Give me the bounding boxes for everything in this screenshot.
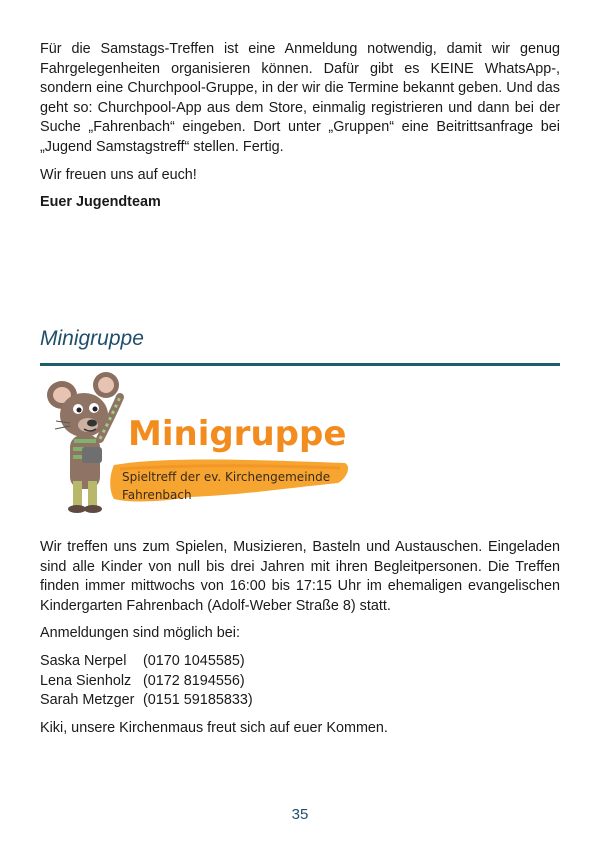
registration-intro: Anmeldungen sind möglich bei: bbox=[40, 625, 240, 642]
logo-line1: Spieltreff der ev. Kirchengemeinde bbox=[122, 470, 331, 484]
intro-signature: Euer Jugendteam bbox=[40, 194, 161, 211]
contact-list bbox=[40, 652, 560, 711]
minigruppe-paragraph: Wir treffen uns zum Spielen, Musizieren, Basteln und Austauschen. Eingeladen sind alle Kinder von null bis drei Jahren mit ihren Begleitpersonen. Die Treffen finden immer mittwochs von 16:00 bis 17:15 Uhr im ehemaligen evangelischen Kindergarten Fahrenbach (Adolf-Weber Straße 8) statt. bbox=[40, 539, 560, 614]
minigruppe-logo bbox=[40, 371, 360, 516]
minigruppe-closing: Kiki, unsere Kirchenmaus freut sich auf euer Kommen. bbox=[40, 719, 388, 736]
contact-row bbox=[40, 691, 560, 711]
contact-name: Sarah Metzger bbox=[40, 692, 135, 709]
intro-closing: Wir freuen uns auf euch! bbox=[40, 166, 197, 183]
logo-line2: Fahrenbach bbox=[122, 488, 192, 502]
intro-paragraph: Für die Samstags-Treffen ist eine Anmeldung notwendig, damit wir genug Fahrgelegenheiten organisieren können. Dafür gibt es KEINE WhatsApp-, sondern eine Churchpool-Gruppe, in der wir die Termine bekannt geben. Und das geht so: Churchpool-App aus dem Store, einmalig registrieren und dann bei der Suche „Fahrenbach“ eingeben. Dort unter „Gruppen“ eine Beitrittsanfrage bei „Jugend Samstagstreff“ stellen. Fertig. bbox=[40, 41, 560, 155]
minigruppe-content bbox=[40, 538, 560, 746]
contact-name: Lena Sienholz bbox=[40, 672, 132, 689]
intro-block bbox=[40, 40, 560, 213]
contact-phone: (0170 1045585) bbox=[143, 652, 245, 669]
contact-name: Saska Nerpel bbox=[40, 652, 127, 669]
section-title: Minigruppe bbox=[40, 327, 144, 350]
page-number: 35 bbox=[291, 806, 309, 823]
contact-row bbox=[40, 652, 560, 672]
mouse-mascot-icon bbox=[47, 372, 120, 513]
contact-phone: (0172 8194556) bbox=[143, 672, 245, 689]
section-divider bbox=[40, 363, 560, 366]
contact-phone: (0151 59185833) bbox=[143, 692, 253, 709]
contact-row bbox=[40, 672, 560, 692]
logo-heading: Minigruppe bbox=[128, 414, 347, 454]
